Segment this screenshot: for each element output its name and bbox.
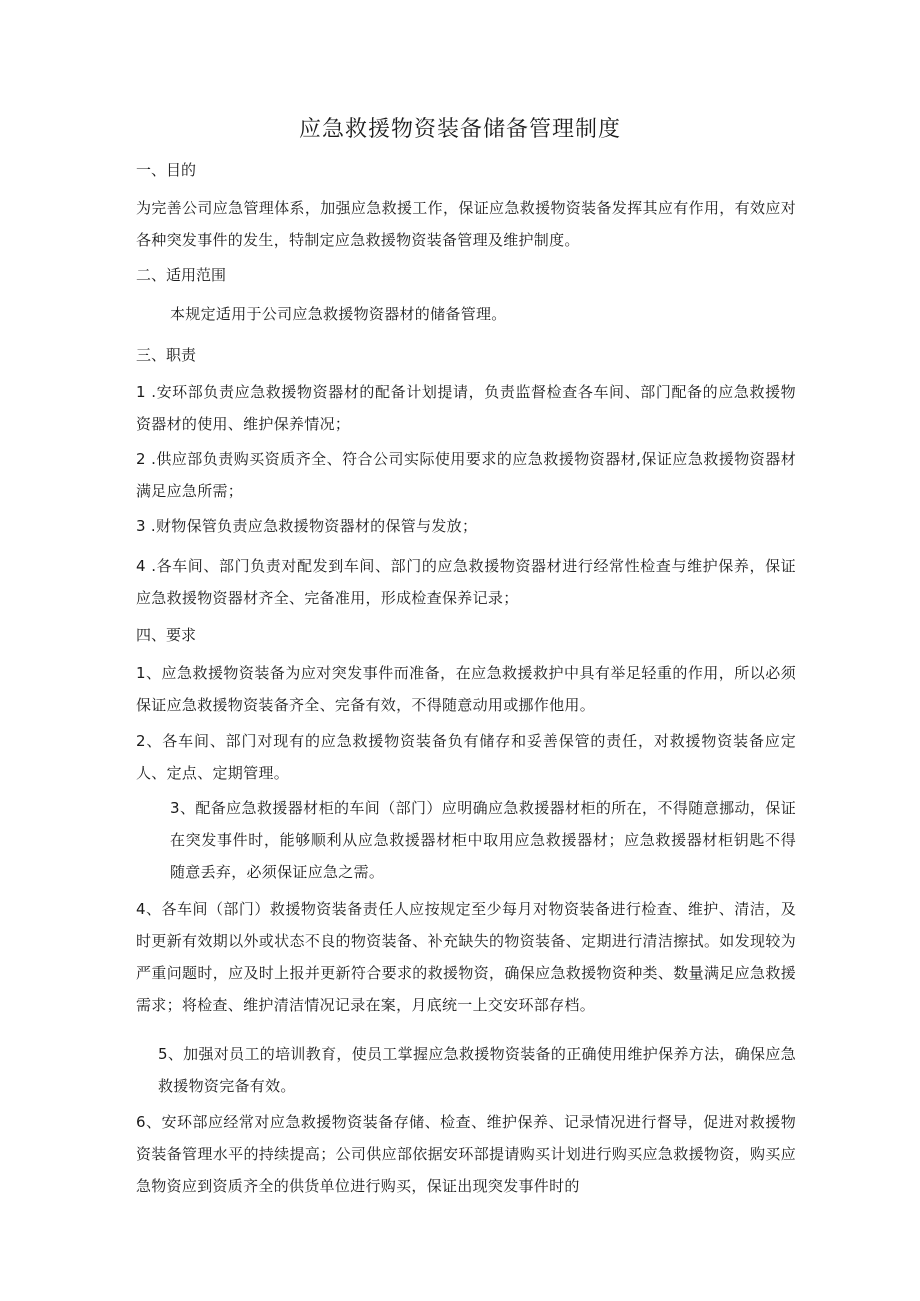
requirement-item xyxy=(136,1106,796,1202)
duty-item xyxy=(136,510,796,542)
paragraph: 3 .财物保管负责应急救援物资器材的保管与发放； xyxy=(136,517,478,535)
paragraph: 5、加强对员工的培训教育，使员工掌握应急救援物资装备的正确使用维护保养方法，确保应急救援物资完备有效。 xyxy=(158,1045,796,1095)
paragraph: 1 .安环部负责应急救援物资器材的配备计划提请，负责监督检查各车间、部门配备的应急救援物资器材的使用、维护保养情况； xyxy=(136,383,796,433)
requirement-item xyxy=(136,792,796,888)
paragraph: 4 .各车间、部门负责对配发到车间、部门的应急救援物资器材进行经常性检查与维护保养，保证应急救援物资器材齐全、完备准用，形成检查保养记录； xyxy=(136,557,796,607)
scope-text-block xyxy=(136,298,796,330)
section-purpose xyxy=(136,160,796,180)
section-heading: 三、职责 xyxy=(136,346,197,364)
section-heading: 四、要求 xyxy=(136,626,197,644)
requirement-item xyxy=(136,1038,796,1102)
section-heading: 二、适用范围 xyxy=(136,266,227,284)
paragraph: 1、应急救援物资装备为应对突发事件而准备，在应急救援救护中具有举足轻重的作用，所以必须保证应急救援物资装备齐全、完备有效，不得随意动用或挪作他用。 xyxy=(136,664,796,714)
duty-item xyxy=(136,443,796,507)
duty-item xyxy=(136,550,796,614)
paragraph: 4、各车间（部门）救援物资装备责任人应按规定至少每月对物资装备进行检查、维护、清洁，及时更新有效期以外或状态不良的物资装备、补充缺失的物资装备、定期进行清洁擦拭。如发现较为严重问题时，应及时上报并更新符合要求的救援物资，确保应急救援物资种类、数量满足应急救援需求；将检查、维护清洁情况记录在案，月底统一上交安环部存档。 xyxy=(136,900,796,1014)
paragraph: 6、安环部应经常对应急救援物资装备存储、检查、维护保养、记录情况进行督导，促进对救援物资装备管理水平的持续提高；公司供应部依据安环部提请购买计划进行购买应急救援物资，购买应急物资应到资质齐全的供货单位进行购买，保证出现突发事件时的 xyxy=(136,1113,796,1195)
paragraph: 2、各车间、部门对现有的应急救援物资装备负有储存和妥善保管的责任，对救援物资装备应定人、定点、定期管理。 xyxy=(136,732,796,782)
requirement-item xyxy=(136,893,796,1021)
duty-item xyxy=(136,376,796,440)
section-heading: 一、目的 xyxy=(136,161,197,179)
paragraph: 本规定适用于公司应急救援物资器材的储备管理。 xyxy=(170,305,507,323)
page-title: 应急救援物资装备储备管理制度 xyxy=(298,117,621,142)
requirement-item xyxy=(136,725,796,789)
section-requirements xyxy=(136,625,796,645)
paragraph: 为完善公司应急管理体系，加强应急救援工作，保证应急救援物资装备发挥其应有作用，有效应对各种突发事件的发生，特制定应急救援物资装备管理及维护制度。 xyxy=(136,199,796,249)
purpose-text-block xyxy=(136,192,796,256)
section-scope xyxy=(136,265,796,285)
section-duties xyxy=(136,345,796,365)
paragraph: 2 .供应部负责购买资质齐全、符合公司实际使用要求的应急救援物资器材,保证应急救援物资器材满足应急所需； xyxy=(136,450,796,500)
paragraph: 3、配备应急救援器材柜的车间（部门）应明确应急救援器材柜的所在，不得随意挪动，保证在突发事件时，能够顺利从应急救援器材柜中取用应急救援器材；应急救援器材柜钥匙不得随意丢弃，必须保证应急之需。 xyxy=(170,799,796,881)
requirement-item xyxy=(136,657,796,721)
